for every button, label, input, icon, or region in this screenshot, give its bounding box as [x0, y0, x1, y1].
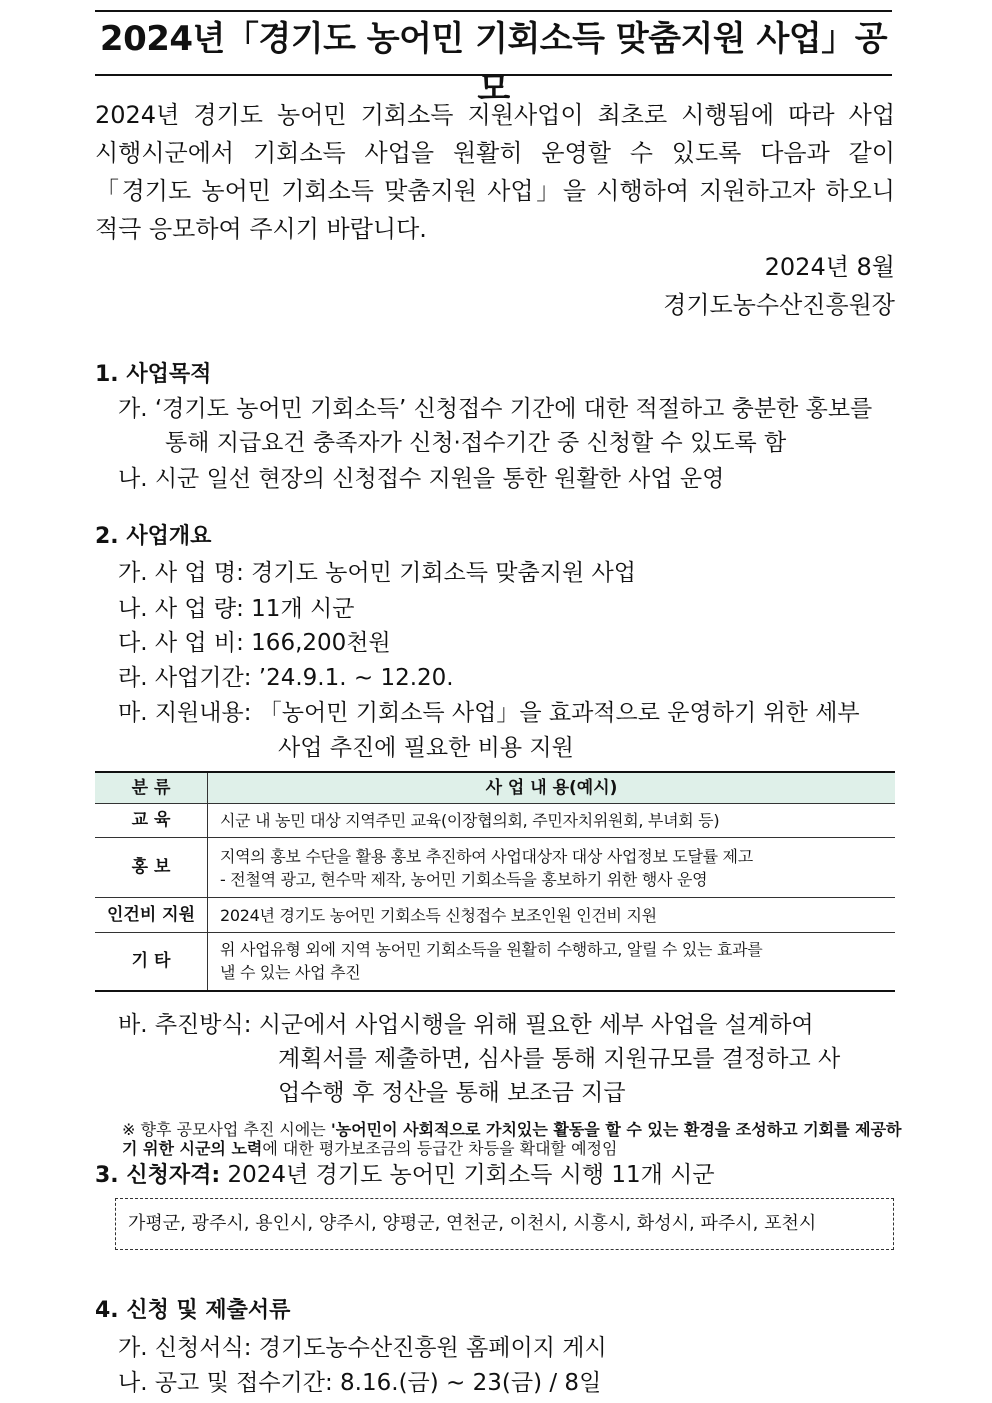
city-list-box: 가평군, 광주시, 용인시, 양주시, 양평군, 연천군, 이천시, 시흥시, 화성시, 파주시, 포천시: [115, 1198, 894, 1250]
table-cell-category: 교 육: [95, 804, 208, 838]
reference-note: [122, 1120, 902, 1158]
section-1-heading: 1. 사업목적: [95, 362, 212, 387]
table-cell-line: 시군 내 농민 대상 지역주민 교육(이장협의회, 주민자치위원회, 부녀회 등): [220, 811, 720, 830]
notice-date: 2024년 8월: [764, 253, 895, 281]
section-2-item-ba: 바. 추진방식: 시군에서 사업시행을 위해 필요한 세부 사업을 설계하여: [118, 1012, 814, 1038]
table-cell-category: 인건비 지원: [95, 898, 208, 933]
top-rule: [95, 10, 892, 12]
section-4-item-na: 나. 공고 및 접수기간: 8.16.(금) ~ 23(금) / 8일: [118, 1370, 602, 1396]
section-1-item-ga: 가. ‘경기도 농어민 기회소득’ 신청접수 기간에 대한 적절하고 충분한 홍보를: [118, 396, 873, 422]
table-cell-category: 홍 보: [95, 838, 208, 898]
table-cell-content: [208, 898, 896, 933]
table-header-row: [95, 772, 895, 804]
section-3-text: 2024년 경기도 농어민 기회소득 시행 11개 시군: [220, 1162, 715, 1188]
table-cell-line: 위 사업유형 외에 지역 농어민 기회소득을 원활히 수행하고, 알릴 수 있는 효과를: [220, 940, 763, 960]
table-cell-content: [208, 838, 896, 898]
section-2-item-ma-cont: 사업 추진에 필요한 비용 지원: [278, 735, 574, 761]
table-row: [95, 933, 895, 991]
section-2-item-da: 다. 사 업 비: 166,200천원: [118, 630, 391, 656]
note-prefix: ※ 향후 공모사업 추진 시에는: [122, 1120, 331, 1139]
intro-line: 적극 응모하여 주시기 바랍니다.: [95, 215, 427, 243]
intro-paragraph: [95, 96, 895, 248]
section-1-item-na: 나. 시군 일선 현장의 신청접수 지원을 통한 원활한 사업 운영: [118, 466, 725, 492]
table-cell-content: [208, 933, 896, 991]
table-header-category: 분 류: [95, 772, 208, 804]
table-header-content: 사 업 내 용(예시): [208, 772, 896, 804]
section-4-item-ga: 가. 신청서식: 경기도농수산진흥원 홈페이지 게시: [118, 1335, 607, 1361]
page-title: 2024년「경기도 농어민 기회소득 맞춤지원 사업」공모: [99, 19, 888, 109]
section-2-item-ra: 라. 사업기간: ’24.9.1. ~ 12.20.: [118, 665, 454, 691]
table-row: [95, 898, 895, 933]
note-bold: '농어민이 사회적으로 가치있는 활동을 할 수 있는 환경을 조성하고 기회를 제공하기 위한 시군의 노력: [122, 1120, 902, 1158]
table-cell-category: 기 타: [95, 933, 208, 991]
table-cell-line: - 전철역 광고, 현수막 제작, 농어민 기회소득을 홍보하기 위한 행사 운영: [220, 869, 708, 889]
table-row: [95, 804, 895, 838]
section-3-heading-label: 3. 신청자격:: [95, 1163, 221, 1188]
section-4-heading: 4. 신청 및 제출서류: [95, 1298, 291, 1323]
table-cell-line: 지역의 홍보 수단을 활용 홍보 추진하여 사업대상자 대상 사업정보 도달률 제고: [220, 846, 753, 866]
support-content-table: [95, 771, 895, 992]
table-cell-content: [208, 804, 896, 838]
section-2-item-ma: 마. 지원내용: 「농어민 기회소득 사업」을 효과적으로 운영하기 위한 세부: [118, 700, 860, 726]
section-2-item-ba-cont: 계획서를 제출하면, 심사를 통해 지원규모를 결정하고 사: [278, 1046, 841, 1072]
section-2-item-ba-cont: 업수행 후 정산을 통해 보조금 지급: [278, 1080, 626, 1106]
section-2-heading: 2. 사업개요: [95, 524, 212, 549]
table-cell-line: 낼 수 있는 사업 추진: [220, 963, 361, 983]
intro-line: 시행시군에서 기회소득 사업을 원활히 운영할 수 있도록 다음과 같이: [95, 139, 895, 167]
section-2-item-na: 나. 사 업 량: 11개 시군: [118, 596, 355, 622]
section-2-item-ga: 가. 사 업 명: 경기도 농어민 기회소득 맞춤지원 사업: [118, 560, 636, 586]
issuer-name: 경기도농수산진흥원장: [663, 291, 895, 319]
table-row: [95, 838, 895, 898]
section-3-heading: [95, 1159, 715, 1192]
note-suffix: 에 대한 평가보조금의 등급간 차등을 확대할 예정임: [262, 1139, 618, 1158]
table-cell-line: 2024년 경기도 농어민 기회소득 신청접수 보조인원 인건비 지원: [220, 905, 657, 925]
intro-line: 2024년 경기도 농어민 기회소득 지원사업이 최초로 시행됨에 따라 사업: [95, 101, 895, 129]
intro-line: 「경기도 농어민 기회소득 맞춤지원 사업」을 시행하여 지원하고자 하오니: [95, 177, 895, 205]
section-1-item-ga-cont: 통해 지급요건 충족자가 신청·접수기간 중 신청할 수 있도록 함: [165, 430, 787, 456]
title-rule: [95, 74, 892, 76]
